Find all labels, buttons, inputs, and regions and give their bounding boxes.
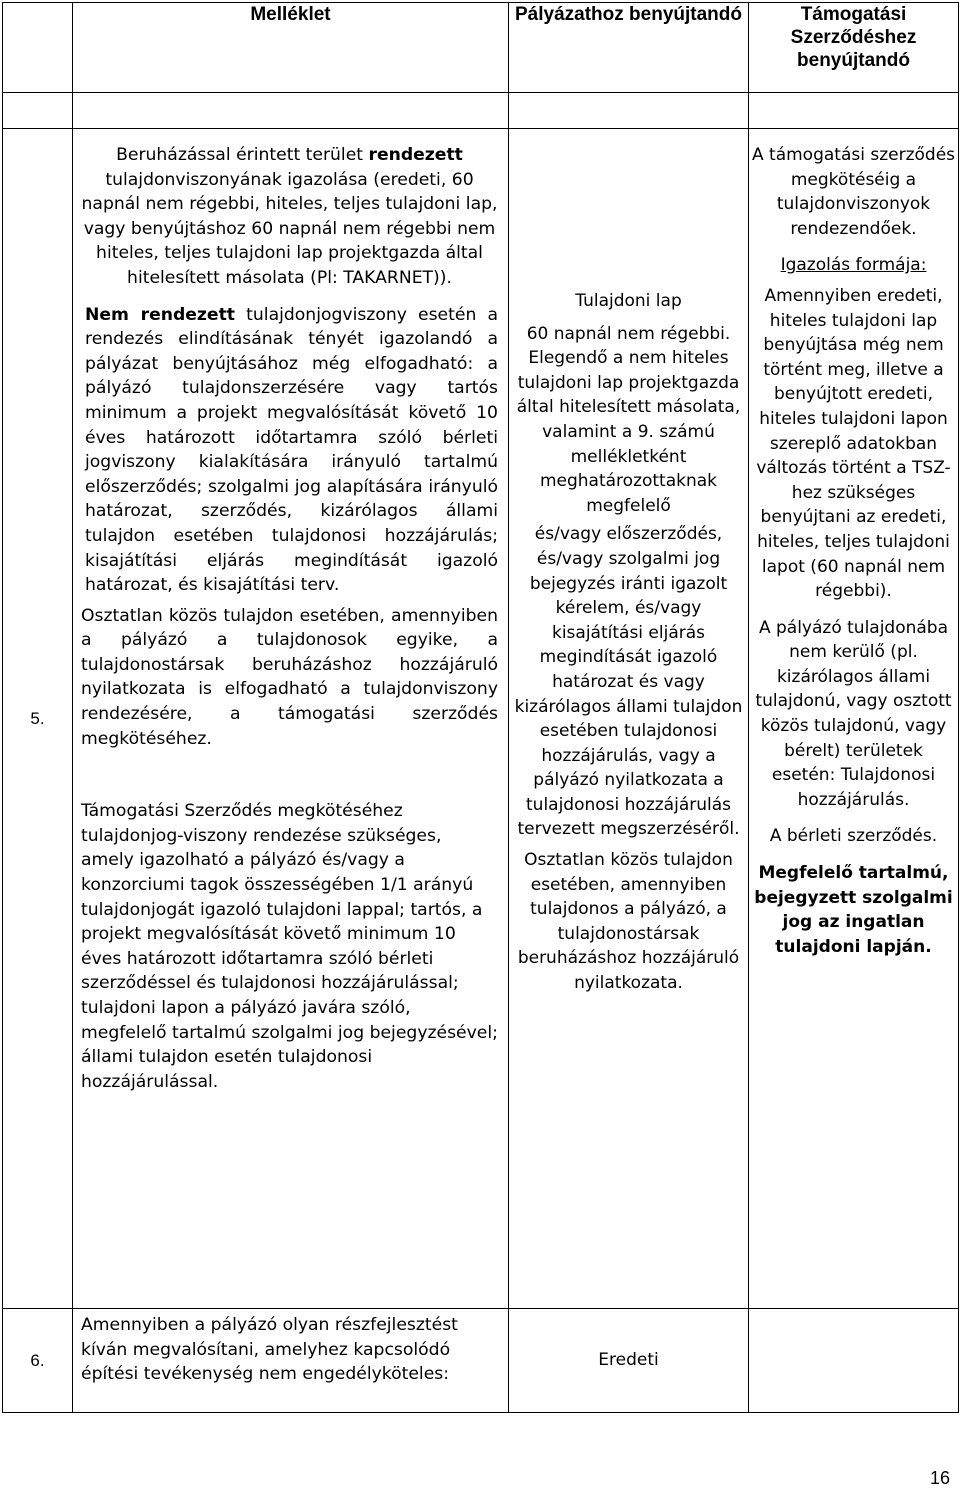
contract-cell [749,1309,959,1413]
desc-paragraph-tamogatasi: Támogatási Szerződés megkötéséhez tulajdonjog-viszony rendezése szükséges, amely igazolható a pályázó és/vagy a konzorciumi tagok összességében 1/1 arányú tulajdonjogát igazoló tulajdoni lappal; tartós, a projekt megvalósítását követő minimum 10 éves határozott időtartamra szóló bérleti szerződéssel és tulajdonosi hozzájárulással; tulajdoni lapon a pályázó javára szóló, megfelelő tartalmú szolgalmi jog bejegyzésével; állami tulajdon esetén tulajdonosi hozzájárulással. [81,801,498,1092]
desc-paragraph-rendezett: Beruházással érintett terület rendezett tulajdonviszonyának igazolása (eredeti, 60 napnál nem régebbi, hiteles, teljes tulajdoni lap, vagy benyújtáshoz 60 napnál nem régebbi nem hiteles, teljes tulajdoni lap projektgazda által hitelesített másolata (Pl: TAKARNET)). [81,145,498,288]
desc-paragraph-osztatlan: Osztatlan közös tulajdon esetében, amennyiben a pályázó a tulajdonosok egyike, a tulajdonostársak beruházáshoz hozzájáruló nyilatkozata is elfogadható a tulajdonviszony rendezésére, a támogatási szerződés megkötéséhez. [81,605,498,749]
app-paragraph-60-napnal: 60 napnál nem régebbi. Elegendő a nem hiteles tulajdoni lap projektgazda által hitelesített másolata, valamint a 9. számú mellékletként meghatározottaknak megfelelő [516,323,741,516]
table-spacer-row [3,93,959,129]
con-paragraph-amennyiben: Amennyiben eredeti, hiteles tulajdoni lap benyújtása még nem történt meg, illetve a benyújtott eredeti, hiteles tulajdoni lapon szereplő adatokban változás történt a TSZ-hez szükséges benyújtani az eredeti, hiteles, teljes tulajdoni lapot (60 napnál nem régebbi). [756,285,951,602]
con-paragraph-palyazo: A pályázó tulajdonába nem kerülő (pl. kizárólagos állami tulajdonú, vagy osztott közös tulajdonú, vagy bérelt) területek esetén: Tulajdonosi hozzájárulás. [755,617,952,810]
contract-cell [749,129,959,1309]
con-igazolas-formaja: Igazolás formája: [780,255,927,276]
description-cell [73,129,509,1309]
table-row-5 [3,129,959,1309]
app-tulajdoni-lap: Tulajdoni lap [575,291,682,311]
app-paragraph-osztatlan: Osztatlan közös tulajdon esetében, amennyiben tulajdonos a pályázó, a tulajdonostársak beruházáshoz hozzájáruló nyilatkozata. [517,850,740,994]
header-cell-number [3,3,73,93]
attachment-table [2,2,959,1413]
application-cell: Eredeti [509,1309,749,1413]
con-paragraph-megfelelo: Megfelelő tartalmú, bejegyzett szolgalmi jog az ingatlan tulajdoni lapján. [754,863,953,957]
description-cell: Amennyiben a pályázó olyan részfejlesztést kíván megvalósítani, amelyhez kapcsolódó építési tevékenység nem engedélyköteles: [73,1309,509,1413]
row-number: 6. [3,1309,73,1413]
row-number: 5. [3,129,73,1309]
page-number: 16 [929,1468,950,1488]
application-cell [509,129,749,1309]
header-cell-application: Pályázathoz benyújtandó [509,3,749,93]
header-cell-attachment: Melléklet [73,3,509,93]
table-row-6 [3,1309,959,1413]
table-header-row [3,3,959,93]
desc-paragraph-nem-rendezett: Nem rendezett tulajdonjogviszony esetén a rendezés elindításának tényét igazolandó a pályázat benyújtásához még elfogadható: a pályázó tulajdonszerzésére vagy tartós minimum a projekt megvalósítását követő 10 éves határozott időtartamra szóló bérleti jogviszony kialakítására irányuló tartalmú előszerződés; szolgalmi jog alapítására irányuló határozat, szerződés, kizárólagos állami tulajdon esetében tulajdonosi hozzájárulás; kisajátítási eljárás megindítását igazoló határozat, és kisajátítási terv. [85,304,498,596]
header-cell-contract: Támogatási Szerződéshez benyújtandó [749,3,959,93]
con-paragraph-megkotes: A támogatási szerződés megkötéséig a tulajdonviszonyok rendezendőek. [752,145,956,239]
app-paragraph-eloszerzodes: és/vagy előszerződés, és/vagy szolgalmi jog bejegyzés iránti igazolt kérelem, és/vagy kisajátítási eljárás megindítását igazoló határozat és vagy kizárólagos állami tulajdon esetében tulajdonosi hozzájárulás, vagy a pályázó nyilatkozata a tulajdonosi hozzájárulás tervezett megszerzéséről. [514,524,743,840]
con-paragraph-berleti: A bérleti szerződés. [769,826,938,847]
